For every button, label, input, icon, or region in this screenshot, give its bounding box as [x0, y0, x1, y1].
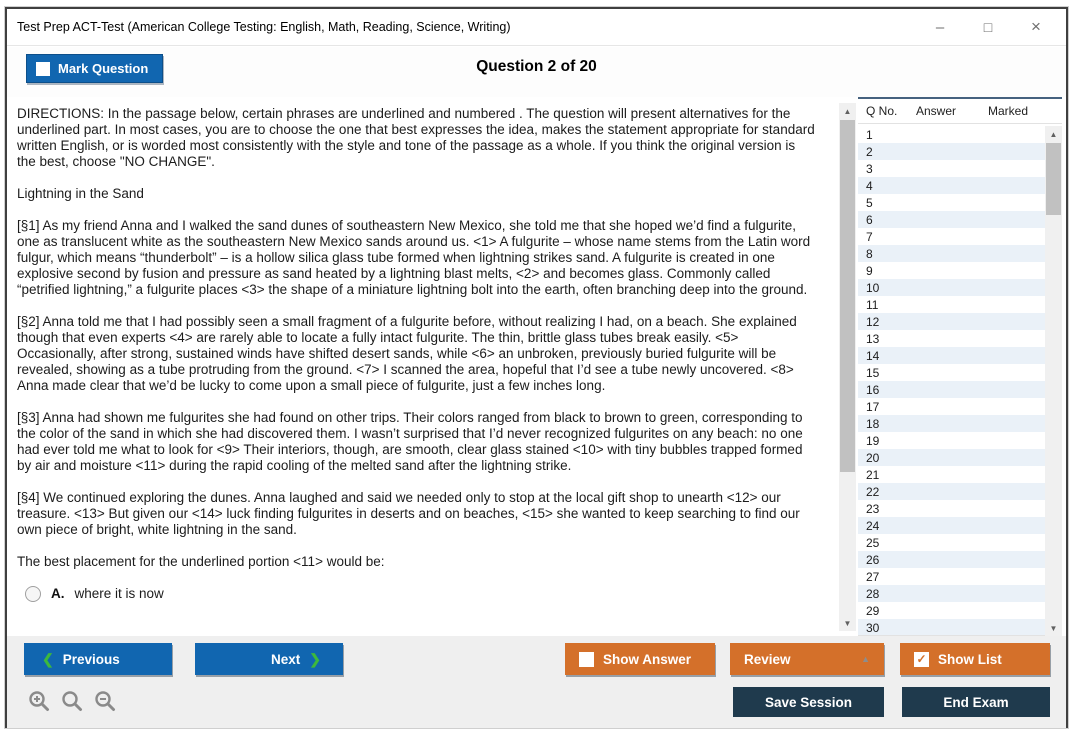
- question-list-row[interactable]: [858, 483, 1062, 500]
- question-list-row[interactable]: [858, 245, 1062, 262]
- scroll-up-icon[interactable]: ▲: [1049, 129, 1058, 139]
- question-list-row[interactable]: [858, 585, 1062, 602]
- qno-cell: 11: [866, 297, 879, 312]
- save-session-button[interactable]: [733, 687, 884, 717]
- zoom-out-icon[interactable]: [93, 689, 117, 713]
- qno-cell: 30: [866, 620, 880, 635]
- question-list-row[interactable]: [858, 364, 1062, 381]
- window-controls: [928, 15, 1048, 39]
- question-list-row[interactable]: [858, 534, 1062, 551]
- question-list-panel: [858, 97, 1062, 634]
- review-dropdown-button[interactable]: [730, 643, 884, 675]
- passage-paragraph: [§2] Anna told me that I had possibly seen a small fragment of a fulgurite before, without realizing I had, on a beach. She explained though that even experts <4> are rarely able to locate a fully intact fulgurite. The thin, brittle glass tubes break easily. <5> Occasionally, after strong, sustained winds have shifted desert sands, while <6> an unbroken, previously buried fulgurite will be revealed, showing as a tube protruding from the ground. <7> I scanned the area, hopeful that I’d see a tube newly uncovered. <8> Anna made clear that we’d be lucky to come upon a small piece of fulgurite, just a few inches long.: [17, 314, 797, 393]
- show-list-button[interactable]: [900, 643, 1050, 675]
- app-window: [5, 7, 1068, 728]
- scroll-up-icon[interactable]: ▲: [843, 106, 852, 116]
- maximize-icon[interactable]: □: [983, 19, 993, 35]
- qno-cell: 12: [866, 314, 880, 329]
- passage-paragraph: The best placement for the underlined portion <11> would be:: [17, 554, 385, 569]
- column-answer: Answer: [916, 104, 957, 118]
- show-answer-checkbox[interactable]: [579, 652, 594, 667]
- qno-cell: 10: [866, 280, 880, 295]
- qno-cell: 20: [866, 450, 880, 465]
- option-text: where it is now: [74, 586, 164, 601]
- review-label: Review: [744, 651, 791, 667]
- question-list-row[interactable]: [858, 432, 1062, 449]
- question-list-row[interactable]: [858, 330, 1062, 347]
- question-list-row[interactable]: [858, 279, 1062, 296]
- next-button[interactable]: [195, 643, 343, 675]
- previous-label: Previous: [62, 651, 120, 667]
- question-list-row[interactable]: [858, 602, 1062, 619]
- zoom-controls: [27, 689, 117, 713]
- chevron-left-icon: ❮: [42, 650, 54, 667]
- question-list-row[interactable]: [858, 313, 1062, 330]
- scroll-down-icon[interactable]: ▼: [1049, 623, 1058, 633]
- question-list-row[interactable]: [858, 160, 1062, 177]
- qno-cell: 5: [866, 195, 873, 210]
- show-answer-label: Show Answer: [603, 651, 692, 667]
- question-list-row[interactable]: [858, 194, 1062, 211]
- question-list-row[interactable]: [858, 143, 1062, 160]
- question-list-row[interactable]: [858, 126, 1062, 143]
- close-icon[interactable]: ×: [1031, 17, 1041, 36]
- question-list-row[interactable]: [858, 619, 1062, 636]
- question-list-row[interactable]: [858, 449, 1062, 466]
- qno-cell: 26: [866, 552, 880, 567]
- qno-cell: 16: [866, 382, 880, 397]
- qno-cell: 29: [866, 603, 880, 618]
- question-list-row[interactable]: [858, 466, 1062, 483]
- question-list-body: [858, 126, 1062, 636]
- next-label: Next: [271, 651, 301, 667]
- passage-paragraph: [§3] Anna had shown me fulgurites she had found on other trips. Their colors ranged from black to brown to green, corresponding to the color of the sand in which she had discovered them. I wasn’t surprised that I’d never recognized fulgurites on any beach: no one had ever told me what to look for <9> Their interiors, though, are smooth, clear glass stained <10> with tiny bubbles trapped formed by air and moisture <11> during the rapid cooling of the melted sand after the lightning strike.: [17, 410, 803, 473]
- answer-option[interactable]: [17, 586, 815, 602]
- show-list-label: Show List: [938, 651, 1002, 667]
- qno-cell: 13: [866, 331, 880, 346]
- header-bar: [7, 47, 1066, 97]
- show-list-checkbox[interactable]: ✓: [914, 652, 929, 667]
- qno-cell: 15: [866, 365, 880, 380]
- question-list-row[interactable]: [858, 517, 1062, 534]
- qno-cell: 3: [866, 161, 873, 176]
- title-bar: [7, 9, 1066, 46]
- question-list-row[interactable]: [858, 211, 1062, 228]
- qno-cell: 23: [866, 501, 880, 516]
- qno-cell: 6: [866, 212, 873, 227]
- qno-cell: 22: [866, 484, 880, 499]
- passage-panel: [13, 103, 856, 631]
- question-list-row[interactable]: [858, 415, 1062, 432]
- mark-question-label: Mark Question: [58, 61, 149, 76]
- qno-cell: 18: [866, 416, 880, 431]
- qno-cell: 21: [866, 467, 880, 482]
- question-list-row[interactable]: [858, 262, 1062, 279]
- show-answer-button[interactable]: [565, 643, 715, 675]
- question-list-row[interactable]: [858, 551, 1062, 568]
- end-exam-button[interactable]: [902, 687, 1050, 717]
- question-counter: Question 2 of 20: [476, 58, 597, 75]
- qno-cell: 9: [866, 263, 873, 278]
- question-list-row[interactable]: [858, 381, 1062, 398]
- minimize-icon[interactable]: –: [935, 18, 945, 36]
- end-exam-label: End Exam: [943, 694, 1009, 710]
- question-list-header: [858, 99, 1062, 124]
- qno-cell: 14: [866, 348, 880, 363]
- column-qno: Q No.: [866, 104, 898, 118]
- caret-up-icon: ▲: [861, 654, 870, 664]
- question-list-row[interactable]: [858, 228, 1062, 245]
- qno-cell: 25: [866, 535, 880, 550]
- main-area: [7, 97, 1066, 636]
- qno-cell: 4: [866, 178, 873, 193]
- passage-paragraph: [§4] We continued exploring the dunes. Anna laughed and said we needed only to stop at the local gift shop to unearth <12> our treasure. <13> But given our <14> luck finding fulgurites in deserts and on beaches, <15> she wanted to keep searching to find our own piece of bright, white lightning in the sand.: [17, 490, 800, 537]
- qno-cell: 2: [866, 144, 873, 159]
- column-marked: Marked: [988, 104, 1029, 118]
- radio-button-icon[interactable]: [25, 586, 41, 602]
- window-title: Test Prep ACT-Test (American College Testing: English, Math, Reading, Science, Writing): [17, 20, 511, 34]
- previous-button[interactable]: [24, 643, 172, 675]
- footer-bar: [7, 636, 1066, 728]
- save-session-label: Save Session: [764, 694, 853, 710]
- passage-paragraph: Lightning in the Sand: [17, 186, 144, 201]
- question-list-row[interactable]: [858, 177, 1062, 194]
- qno-cell: 17: [866, 399, 880, 414]
- qno-cell: 27: [866, 569, 880, 584]
- passage-scrollbar-thumb[interactable]: [840, 120, 855, 472]
- question-list-row[interactable]: [858, 296, 1062, 313]
- zoom-in-icon[interactable]: [27, 689, 51, 713]
- question-list-scrollbar-thumb[interactable]: [1046, 143, 1061, 215]
- question-list-scrollbar[interactable]: [1045, 126, 1062, 636]
- option-letter: A.: [51, 586, 65, 601]
- passage-scrollbar[interactable]: [839, 103, 856, 631]
- question-list-row[interactable]: [858, 568, 1062, 585]
- qno-cell: 1: [866, 127, 873, 142]
- question-list-row[interactable]: [858, 347, 1062, 364]
- qno-cell: 7: [866, 229, 873, 244]
- question-list-row[interactable]: [858, 398, 1062, 415]
- passage-text: [17, 106, 815, 631]
- qno-cell: 8: [866, 246, 873, 261]
- qno-cell: 28: [866, 586, 880, 601]
- zoom-reset-icon[interactable]: [60, 689, 84, 713]
- question-list-row[interactable]: [858, 500, 1062, 517]
- qno-cell: 19: [866, 433, 880, 448]
- passage-paragraph: [§1] As my friend Anna and I walked the sand dunes of southeastern New Mexico, she told me that she hoped we’d find a fulgurite, one as translucent white as the southeastern New Mexico sands around us. <1> A fulgurite – whose name stems from the Latin word fulgur, which means “thunderbolt” – is a hollow silica glass tube formed when lightning strikes sand. A fulgurite is created in one explosive second by fusion and pressure as sand heated by a lightning blast melts, <2> and becomes glass. Commonly called “petrified lightning,” a fulgurite places <3> the shape of a miniature lightning bolt into the earth, often branching deep into the ground.: [17, 218, 811, 297]
- passage-paragraph: DIRECTIONS: In the passage below, certain phrases are underlined and numbered . The question will present alternatives for the underlined part. In most cases, you are to choose the one that best expresses the idea, makes the statement appropriate for standard written English, or is worded most consistently with the style and tone of the passage as a whole. If you think the original version is the best, choose "NO CHANGE".: [17, 106, 815, 169]
- chevron-right-icon: ❯: [309, 650, 321, 667]
- qno-cell: 24: [866, 518, 880, 533]
- scroll-down-icon[interactable]: ▼: [843, 618, 852, 628]
